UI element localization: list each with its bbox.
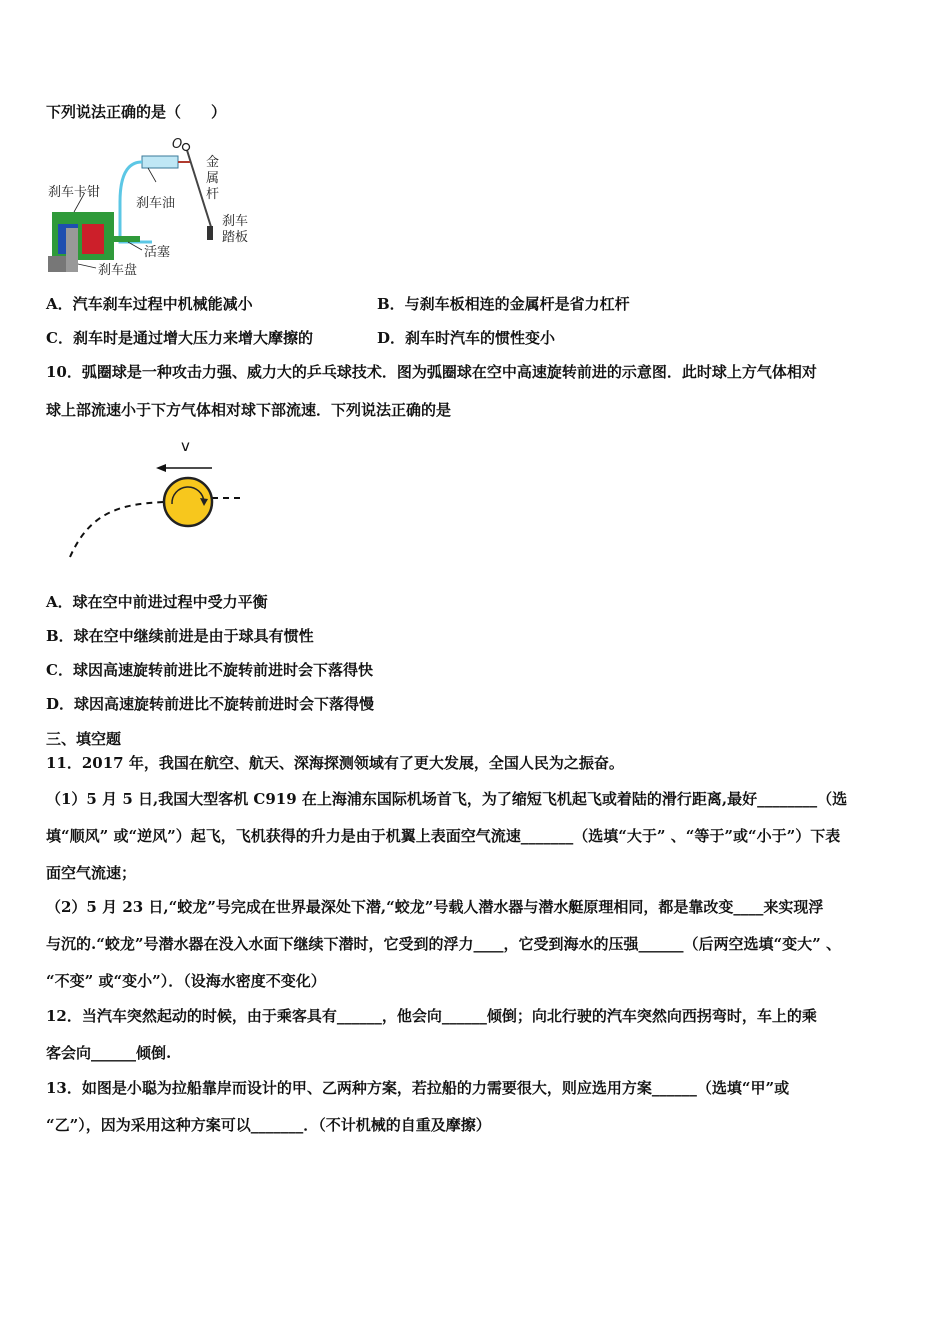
q13-line2: “乙”），因为采用这种方案可以_______．（不计机械的自重及摩擦） [46,1116,491,1134]
label-piston: 活塞 [144,245,171,260]
q9-stem-tail: 下列说法正确的是（ ） [46,103,227,121]
q11-part2-line1: （2）5 月 23 日,“蛟龙”号完成在世界最深处下潜,“蛟龙”号载人潜水器与潜水艇原理相同，都是靠改变____来实现浮 [46,898,824,916]
q11-part1-line3: 面空气流速； [46,864,137,882]
q9-option-c: C．刹车时是通过增大压力来增大摩擦的 [46,329,313,347]
q10-option-b: B．球在空中继续前进是由于球具有惯性 [46,627,314,645]
q10-option-c: C．球因高速旋转前进比不旋转前进时会下落得快 [46,661,373,679]
brake-pedal [207,226,213,240]
q10-option-a: A．球在空中前进过程中受力平衡 [46,593,268,611]
label-disc: 刹车盘 [98,263,138,278]
ball-trajectory [70,502,164,557]
label-o: O [172,137,183,152]
label-metal-rod-3: 杆 [206,187,220,202]
label-pedal-2: 踏板 [222,230,249,245]
label-v: v [181,437,190,455]
q9-option-d: D．刹车时汽车的惯性变小 [377,329,556,347]
label-metal-rod-2: 属 [206,171,220,186]
label-brake-oil: 刹车油 [136,196,176,211]
pivot-o [183,144,190,151]
q11-part2-line3: “不变” 或“变小”）．（设海水密度不变化） [46,972,326,990]
section-title: 三、填空题 [46,730,122,748]
q10-option-d: D．球因高速旋转前进比不旋转前进时会下落得慢 [46,695,375,713]
q13-line1: 13．如图是小聪为拉船靠岸而设计的甲、乙两种方案，若拉船的力需要很大，则应选用方案______（选填“甲”或 [46,1079,790,1097]
q11-part1-line2: 填“顺风” 或“逆风”）起飞，飞机获得的升力是由于机翼上表面空气流速_______（选填“大于” 、“等于”或“小于”）下表 [46,827,841,845]
q11-stem: 11．2017 年，我国在航空、航天、深海探测领域有了更大发展，全国人民为之振奋。 [46,754,624,772]
master-cylinder [142,156,178,168]
q9-option-a: A．汽车刹车过程中机械能减小 [46,295,253,313]
q9-option-b: B．与刹车板相连的金属杆是省力杠杆 [377,295,630,313]
q12-line1: 12．当汽车突然起动的时候，由于乘客具有______，他会向______倾倒；向北行驶的汽车突然向西拐弯时，车上的乘 [46,1007,817,1025]
q10-stem-line2: 球上部流速小于下方气体相对球下部流速．下列说法正确的是 [46,401,452,419]
q12-line2: 客会向______倾倒. [46,1044,172,1062]
q11-part2-line2: 与沉的.“蛟龙”号潜水器在没入水面下继续下潜时，它受到的浮力____，它受到海水的压强______（后两空选填“变大” 、 [46,935,841,953]
q10-stem-line1: 10．弧圈球是一种攻击力强、威力大的乒乓球技术．图为弧圈球在空中高速旋转前进的示意图．此时球上方气体相对 [46,363,817,381]
brake-system-figure [44,132,264,282]
topspin-ball-figure [60,432,260,562]
q11-part1-line1: （1）5 月 5 日,我国大型客机 C919 在上海浦东国际机场首飞，为了缩短飞机起飞或着陆的滑行距离,最好________（选 [46,790,848,808]
label-pedal-1: 刹车 [222,214,249,229]
label-caliper: 刹车卡钳 [48,185,101,200]
label-metal-rod-1: 金 [206,155,220,170]
